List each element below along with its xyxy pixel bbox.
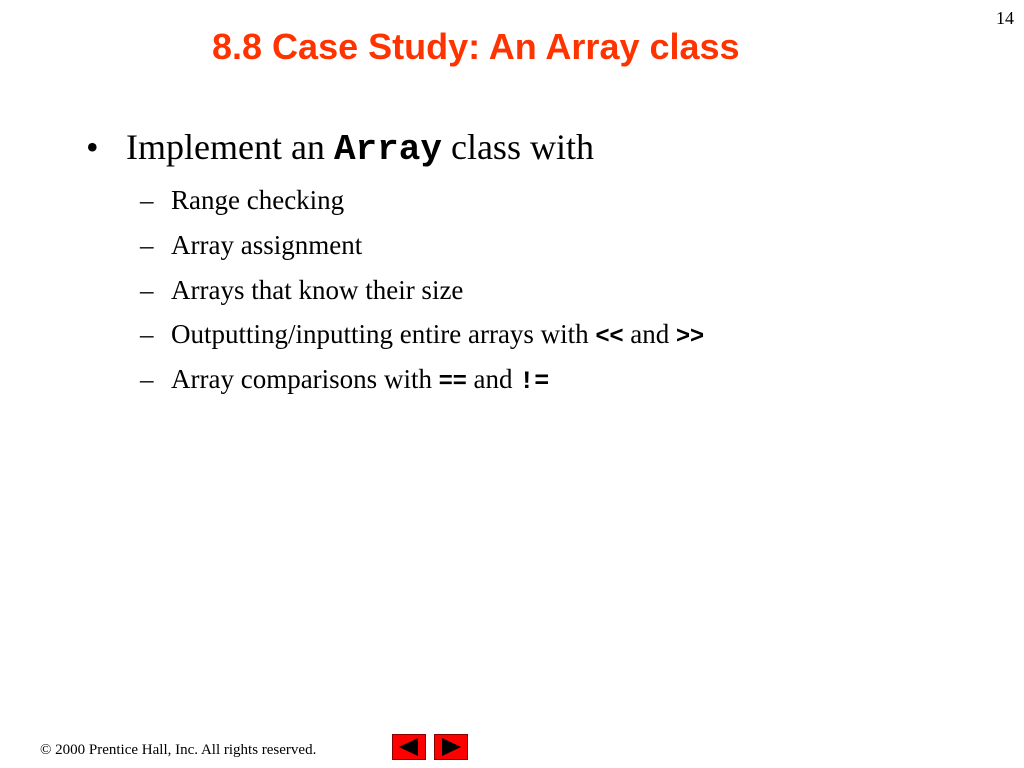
equality-operator: ==: [438, 367, 467, 395]
sub-item-comparisons: [140, 361, 704, 406]
main-bullet: [86, 126, 594, 170]
sub-item-conjunction: and: [466, 364, 520, 395]
next-slide-button[interactable]: [434, 734, 468, 760]
sub-item-text: Array assignment: [171, 229, 363, 260]
bullet-text-before: Implement an: [126, 127, 334, 167]
sub-item-dash: –: [140, 229, 154, 260]
sub-item-text: Array comparisons with: [171, 364, 439, 395]
sub-item-conjunction: and: [623, 319, 676, 350]
sub-item-stream-io: [140, 316, 704, 361]
sub-item-dash: –: [140, 364, 154, 395]
sub-item-dash: –: [140, 185, 154, 215]
sub-item-text: Arrays that know their size: [171, 274, 464, 305]
sub-item-dash: –: [140, 274, 154, 305]
bullet-dot: •: [86, 127, 99, 167]
slide-navigation: [392, 734, 468, 760]
sub-item-range-checking: [140, 182, 704, 227]
slide-title: 8.8 Case Study: An Array class: [212, 26, 740, 67]
bullet-code: Array: [333, 129, 442, 170]
right-arrow-icon: [438, 737, 464, 757]
sub-item-text: Range checking: [171, 185, 345, 215]
inequality-operator: !=: [519, 367, 550, 397]
page-number: 14: [996, 8, 1014, 28]
extraction-operator: >>: [675, 322, 704, 350]
left-arrow-icon: [396, 737, 422, 757]
sub-item-array-size: [140, 272, 704, 317]
previous-slide-button[interactable]: [392, 734, 426, 760]
sub-item-array-assignment: [140, 227, 704, 272]
sub-bullet-list: [140, 182, 704, 406]
sub-item-text: Outputting/inputting entire arrays with: [171, 319, 596, 350]
sub-item-dash: –: [140, 319, 154, 350]
bullet-text-after: class with: [441, 127, 594, 167]
insertion-operator: <<: [595, 322, 624, 350]
copyright-footer: © 2000 Prentice Hall, Inc. All rights reserved.: [40, 742, 317, 758]
